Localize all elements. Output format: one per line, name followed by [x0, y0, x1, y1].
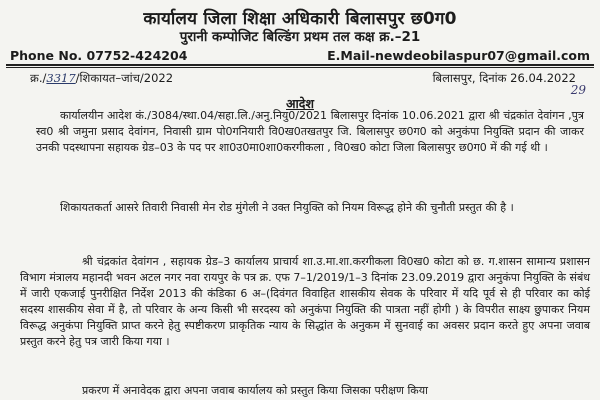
office-address: पुरानी कम्पोजिट बिल्डिंग प्रथम तल कक्ष क्र.–21 [179, 29, 421, 45]
header-divider-thin [6, 67, 594, 68]
paragraph-2: शिकायतकर्ता आसरे तिवारी निवासी मेन रोड मुंगेली ने उक्त नियुक्ति को नियम विरूद्ध होने की चुनौती प्रस्तुत की है । [60, 201, 514, 214]
header-divider [6, 64, 594, 66]
paragraph-1: कार्यालयीन आदेश कं./3084/स्था.04/सहा.लि./अनु.नियु0/2021 बिलासपुर दिनांक 10.06.2021 द्वारा श्री चंद्रकांत देवांगन ,पुत्र स्व0 श्री जमुना प्रसाद देवांगन, निवासी ग्राम पो0गनियारी वि0ख0तखतपुर जि. बिलासपुर छ0ग0 को अनुकंपा नियुक्ति प्रदान की जाकर उनकी पदस्थापना सहायक ग्रेड–03 के पद पर शा0उ0मा0शा0करगीकला , वि0ख0 कोटा जिला बिलासपुर छ0ग0 में की गई थी । [36, 109, 584, 154]
paragraph-4: प्रकरण में अनावेदक द्वारा अपना जवाब कार्यालय को प्रस्तुत किया जिसका परीक्षण किया [82, 384, 428, 397]
reference-prefix: क्र./ [30, 71, 47, 85]
place-date: बिलासपुर, दिनांक 26.04.2022 [432, 71, 576, 85]
handwritten-number: 29 [570, 83, 586, 97]
email-address: E.Mail-newdeobilaspur07@gmail.com [327, 48, 590, 63]
paragraph-3: श्री चंद्रकांत देवांगन , सहायक ग्रेड–3 कार्यालय प्राचार्य शा.उ.मा.शा.करगीकला वि0ख0 कोटा को छ. ग.शासन सामान्य प्रशासन विभाग मंत्रालय महानदी भवन अटल नगर नवा रायपुर के पत्र क्र. एफ 7–1/2019/1–3 दिनांक 23.09.2019 द्वारा अनुकंपा नियुक्ति के संबंध में जारी एकजाई पुनरीक्षित निर्देश 2013 की कंडिका 6 अ–(दिवंगत विवाहित शासकीय सेवक के परिवार में यदि पूर्व से ही परिवार का कोई सदस्य शासकीय सेवा में है, तो परिवार के अन्य किसी भी सरदस्य को अनुकंपा नियुक्ति की पात्रता नहीं होगी ) के विपरीत साक्ष्य छुपाकर नियम विरूद्ध अनुकंपा नियुक्ति प्राप्त करने हेतु स्पष्टीकरण प्राकृतिक न्याय के सिद्धांत के अनुकम में सुनवाई का अवसर प्रदान करते हुए अपना जवाब प्रस्तुत करने हेतु पत्र जारी किया गया । [20, 255, 590, 348]
handwritten-dispatch-number: 3317 [46, 71, 76, 85]
phone-number: Phone No. 07752-424204 [10, 48, 188, 63]
office-title: कार्यालय जिला शिक्षा अधिकारी बिलासपुर छ0ग0 [143, 9, 457, 29]
order-heading: आदेश [286, 96, 314, 111]
reference-number [30, 71, 173, 86]
reference-suffix: /शिकायत–जांच/2022 [75, 71, 174, 85]
